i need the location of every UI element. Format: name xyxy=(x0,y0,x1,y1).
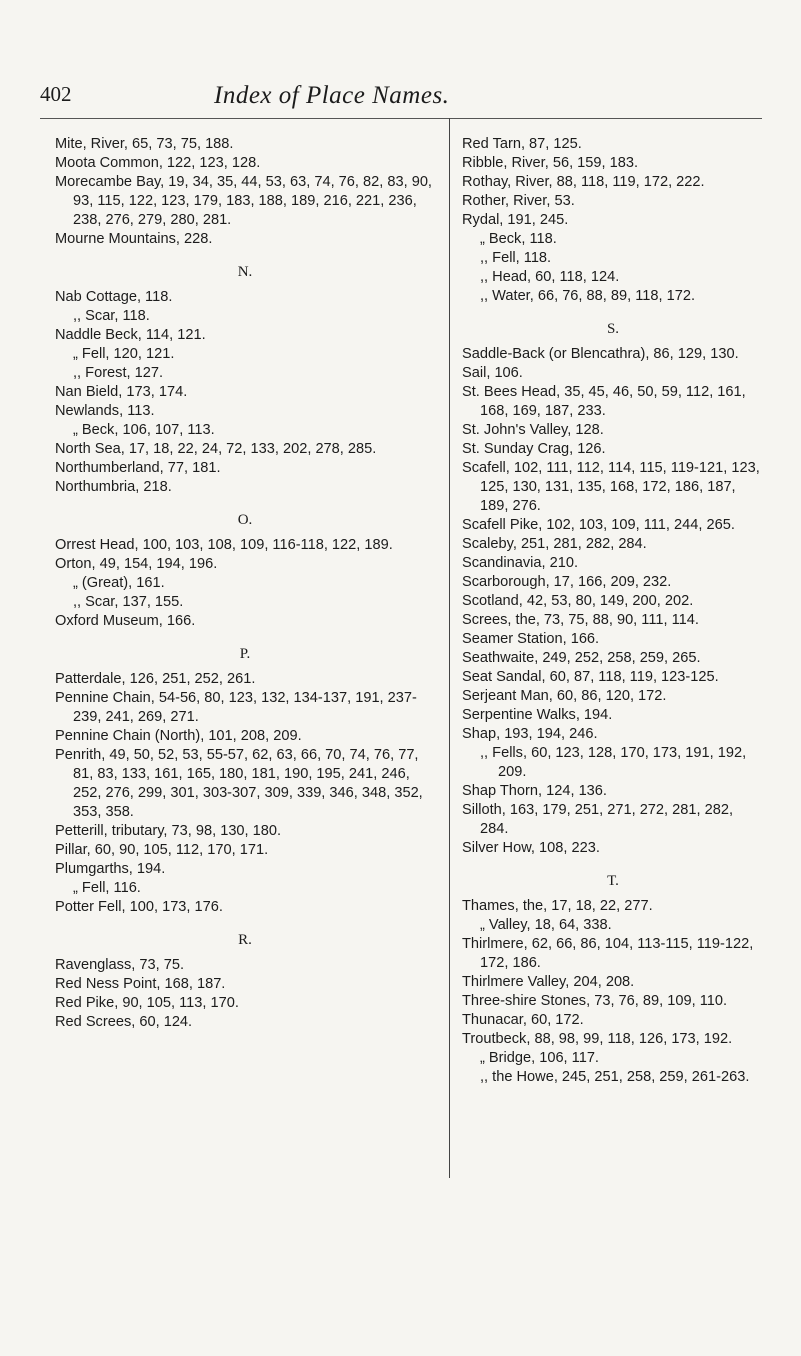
index-entry: Red Ness Point, 168, 187. xyxy=(55,976,226,992)
index-entry: Red Tarn, 87, 125. xyxy=(462,136,582,152)
index-entry: Scaleby, 251, 281, 282, 284. xyxy=(462,536,647,552)
index-entry: Naddle Beck, 114, 121. xyxy=(55,327,206,343)
index-entry: Mite, River, 65, 73, 75, 188. xyxy=(55,136,234,152)
index-entry: Three-shire Stones, 73, 76, 89, 109, 110. xyxy=(462,993,728,1009)
index-entry: Shap, 193, 194, 246. xyxy=(462,726,598,742)
running-title: Index of Place Names. xyxy=(214,82,450,109)
index-entry: „ Fell, 120, 121. xyxy=(73,346,175,362)
index-entry: Pennine Chain (North), 101, 208, 209. xyxy=(55,728,302,744)
index-entry: Ribble, River, 56, 159, 183. xyxy=(462,155,639,171)
index-entry: Rothay, River, 88, 118, 119, 172, 222. xyxy=(462,174,705,190)
index-entry: Nab Cottage, 118. xyxy=(55,289,173,305)
index-entry: Plumgarths, 194. xyxy=(55,861,166,877)
page-header xyxy=(40,82,680,122)
section-letter: R. xyxy=(238,932,252,948)
section-letter: P. xyxy=(239,646,251,662)
index-entry: Pillar, 60, 90, 105, 112, 170, 171. xyxy=(55,842,269,858)
index-entry: ,, Head, 60, 118, 124. xyxy=(480,269,620,285)
index-entry: St. John's Valley, 128. xyxy=(462,422,604,438)
index-entry: Patterdale, 126, 251, 252, 261. xyxy=(55,671,256,687)
index-entry: Silver How, 108, 223. xyxy=(462,840,600,856)
index-entry: Troutbeck, 88, 98, 99, 118, 126, 173, 192. xyxy=(462,1031,733,1047)
index-entry: „ Beck, 106, 107, 113. xyxy=(73,422,215,438)
index-entry: Scotland, 42, 53, 80, 149, 200, 202. xyxy=(462,593,694,609)
index-entry: ,, Fells, 60, 123, 128, 170, 173, 191, 192, 209. xyxy=(480,745,747,780)
index-entry: Pennine Chain, 54-56, 80, 123, 132, 134-137, 191, 237-239, 241, 269, 271. xyxy=(55,690,417,725)
index-entry: ,, Water, 66, 76, 88, 89, 118, 172. xyxy=(480,288,695,304)
header-rule xyxy=(40,118,762,119)
index-entry: Potter Fell, 100, 173, 176. xyxy=(55,899,223,915)
index-entry: Seamer Station, 166. xyxy=(462,631,600,647)
index-entry: ,, the Howe, 245, 251, 258, 259, 261-263. xyxy=(480,1069,750,1085)
index-entry: Scafell, 102, 111, 112, 114, 115, 119-121, 123, 125, 130, 131, 135, 168, 172, 186, 187, 189, 276. xyxy=(462,460,760,514)
index-entry: Thunacar, 60, 172. xyxy=(462,1012,584,1028)
index-entry: North Sea, 17, 18, 22, 24, 72, 133, 202, 278, 285. xyxy=(55,441,377,457)
index-entry: Northumbria, 218. xyxy=(55,479,172,495)
index-entry: Red Screes, 60, 124. xyxy=(55,1014,193,1030)
index-entry: Penrith, 49, 50, 52, 53, 55-57, 62, 63, 66, 70, 74, 76, 77, 81, 83, 133, 161, 165, 180, 181, 190, 195, 241, 246, 252, 276, 299, 301, 303-307, 309, 339, 346, 348, 352, 353, 358. xyxy=(55,747,423,820)
index-entry: Scafell Pike, 102, 103, 109, 111, 244, 265. xyxy=(462,517,735,533)
page-number: 402 xyxy=(40,82,72,106)
index-entry: Moota Common, 122, 123, 128. xyxy=(55,155,261,171)
index-entry: ,, Scar, 118. xyxy=(73,308,150,324)
index-entry: Thirlmere, 62, 66, 86, 104, 113-115, 119-122, 172, 186. xyxy=(462,936,754,971)
index-entry: Seathwaite, 249, 252, 258, 259, 265. xyxy=(462,650,701,666)
index-entry: St. Bees Head, 35, 45, 46, 50, 59, 112, 161, 168, 169, 187, 233. xyxy=(462,384,746,419)
index-entry: „ Valley, 18, 64, 338. xyxy=(480,917,612,933)
column-divider xyxy=(449,118,450,1178)
index-entry: Screes, the, 73, 75, 88, 90, 111, 114. xyxy=(462,612,699,628)
index-entry: Thirlmere Valley, 204, 208. xyxy=(462,974,635,990)
section-letter: N. xyxy=(237,264,253,280)
index-entry: Morecambe Bay, 19, 34, 35, 44, 53, 63, 74, 76, 82, 83, 90, 93, 115, 122, 123, 179, 183, 188, 189, 216, 221, 236, 238, 276, 279, 280, 281. xyxy=(55,174,432,228)
index-entry: Ravenglass, 73, 75. xyxy=(55,957,184,973)
index-entry: Newlands, 113. xyxy=(55,403,155,419)
section-letter: T. xyxy=(607,873,619,889)
index-entry: Silloth, 163, 179, 251, 271, 272, 281, 282, 284. xyxy=(462,802,734,837)
index-entry: ,, Fell, 118. xyxy=(480,250,552,266)
index-entry: Mourne Mountains, 228. xyxy=(55,231,213,247)
index-entry: Shap Thorn, 124, 136. xyxy=(462,783,607,799)
index-entry: „ Beck, 118. xyxy=(480,231,557,247)
index-entry: Oxford Museum, 166. xyxy=(55,613,196,629)
index-entry: Saddle-Back (or Blencathra), 86, 129, 130. xyxy=(462,346,739,362)
index-entry: „ Fell, 116. xyxy=(73,880,141,896)
index-entry: Northumberland, 77, 181. xyxy=(55,460,221,476)
index-entry: Red Pike, 90, 105, 113, 170. xyxy=(55,995,239,1011)
index-entry: Serjeant Man, 60, 86, 120, 172. xyxy=(462,688,667,704)
index-entry: Sail, 106. xyxy=(462,365,523,381)
index-entry: Scandinavia, 210. xyxy=(462,555,579,571)
index-entry: Rother, River, 53. xyxy=(462,193,575,209)
left-column xyxy=(55,135,435,1032)
index-entry: Petterill, tributary, 73, 98, 130, 180. xyxy=(55,823,282,839)
index-entry: Seat Sandal, 60, 87, 118, 119, 123-125. xyxy=(462,669,719,685)
section-letter: O. xyxy=(237,512,253,528)
index-entry: Serpentine Walks, 194. xyxy=(462,707,613,723)
index-entry: St. Sunday Crag, 126. xyxy=(462,441,606,457)
index-entry: ,, Forest, 127. xyxy=(73,365,164,381)
index-entry: „ Bridge, 106, 117. xyxy=(480,1050,599,1066)
index-entry: Orton, 49, 154, 194, 196. xyxy=(55,556,218,572)
index-entry: „ (Great), 161. xyxy=(73,575,165,591)
index-entry: Rydal, 191, 245. xyxy=(462,212,569,228)
index-entry: ,, Scar, 137, 155. xyxy=(73,594,184,610)
index-entry: Thames, the, 17, 18, 22, 277. xyxy=(462,898,653,914)
right-column xyxy=(462,135,764,1087)
index-entry: Nan Bield, 173, 174. xyxy=(55,384,188,400)
index-entry: Orrest Head, 100, 103, 108, 109, 116-118, 122, 189. xyxy=(55,537,393,553)
section-letter: S. xyxy=(606,321,620,337)
index-entry: Scarborough, 17, 166, 209, 232. xyxy=(462,574,672,590)
